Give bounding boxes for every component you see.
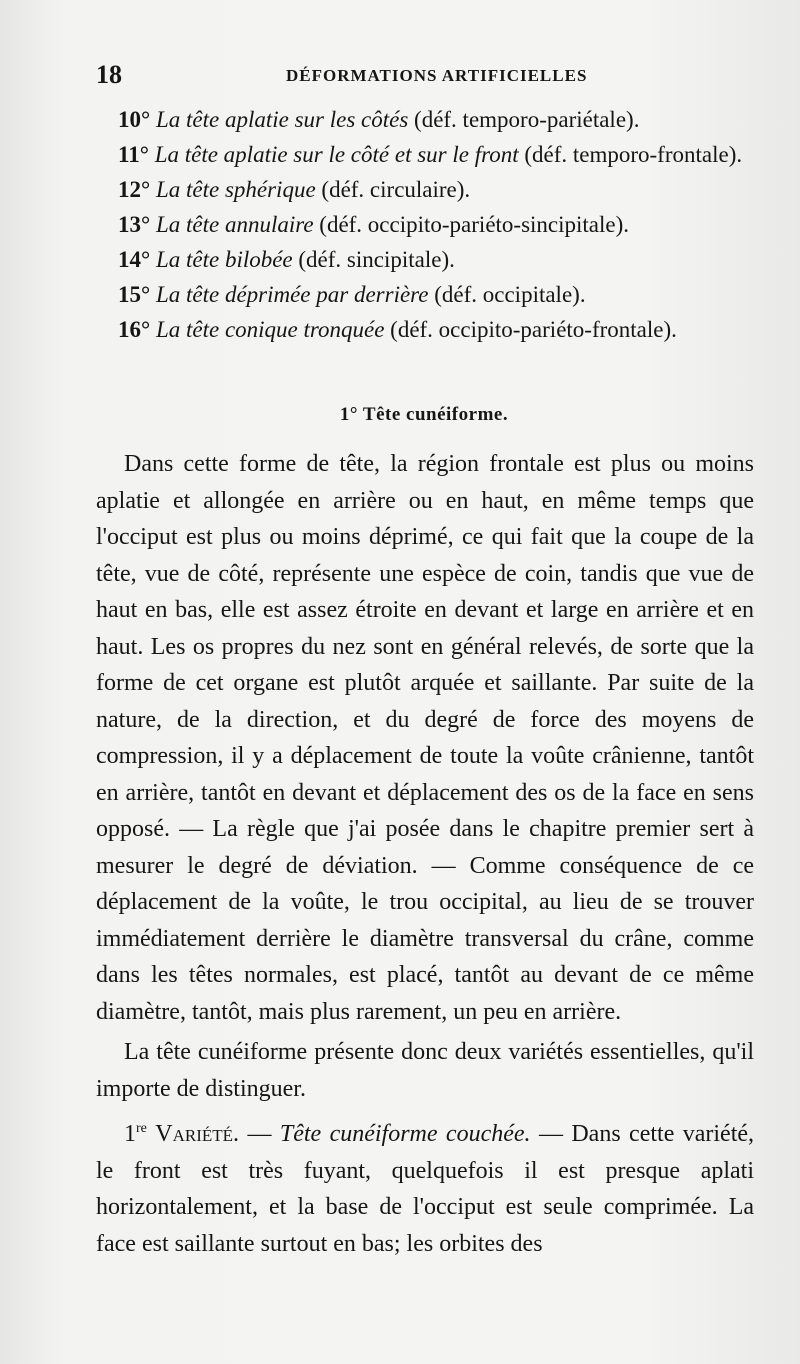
body-text bbox=[96, 446, 754, 1262]
paragraph: La tête cunéiforme présente donc deux variétés essentielles, qu'il importe de distinguer. bbox=[96, 1039, 754, 1102]
deformation-list bbox=[96, 102, 756, 347]
list-item: 12° La tête sphérique (déf. circulaire). bbox=[118, 177, 471, 202]
list-item: 11° La tête aplatie sur le côté et sur le front (déf. temporo-frontale). bbox=[118, 142, 743, 167]
list-item: 10° La tête aplatie sur les côtés (déf. temporo-pariétale). bbox=[118, 107, 640, 132]
section-title: 1° Tête cunéiforme. bbox=[339, 404, 509, 425]
list-item: 13° La tête annulaire (déf. occipito-pariéto-sincipitale). bbox=[118, 212, 630, 237]
paragraph: 1re Variété. — Tête cunéiforme couchée. — Dans cette variété, le front est très fuyant, quelquefois il est presque aplati horizontalement, et la base de l'occiput est seule comprimée. La face est saillante surtout en bas; les orbites des bbox=[96, 1121, 755, 1257]
list-item: 15° La tête déprimée par derrière (déf. occipitale). bbox=[118, 282, 586, 307]
list-item: 16° La tête conique tronquée (déf. occipito-pariéto-frontale). bbox=[118, 317, 677, 342]
page-number: 18 bbox=[96, 60, 122, 89]
paragraph: Dans cette forme de tête, la région frontale est plus ou moins aplatie et allongée en arrière ou en haut, en même temps que l'occiput est plus ou moins déprimé, ce qui fait que la coupe de la tête, vue de côté, représente une espèce de coin, tandis que vue de haut en bas, elle est assez étroite en devant et large en arrière et en haut. Les os propres du nez sont en général relevés, de sorte que la forme de cet organe est plutôt arquée et saillante. Par suite de la nature, de la direction, et du degré de force des moyens de compression, il y a déplacement de toute la voûte crânienne, tantôt en arrière, tantôt en devant et déplacement des os de la face en sens opposé. — La règle que j'ai posée dans le chapitre premier sert à mesurer le degré de déviation. — Comme conséquence de ce déplacement de la voûte, le trou occipital, au lieu de se trouver immédiatement derrière le diamètre transversal du crâne, comme dans les têtes normales, est placé, tantôt au devant de ce même diamètre, tantôt, mais plus rarement, un peu en arrière. bbox=[96, 451, 754, 1025]
list-item: 14° La tête bilobée (déf. sincipitale). bbox=[118, 247, 455, 272]
running-head: DÉFORMATIONS ARTIFICIELLES bbox=[286, 66, 588, 85]
page-header bbox=[96, 60, 752, 96]
